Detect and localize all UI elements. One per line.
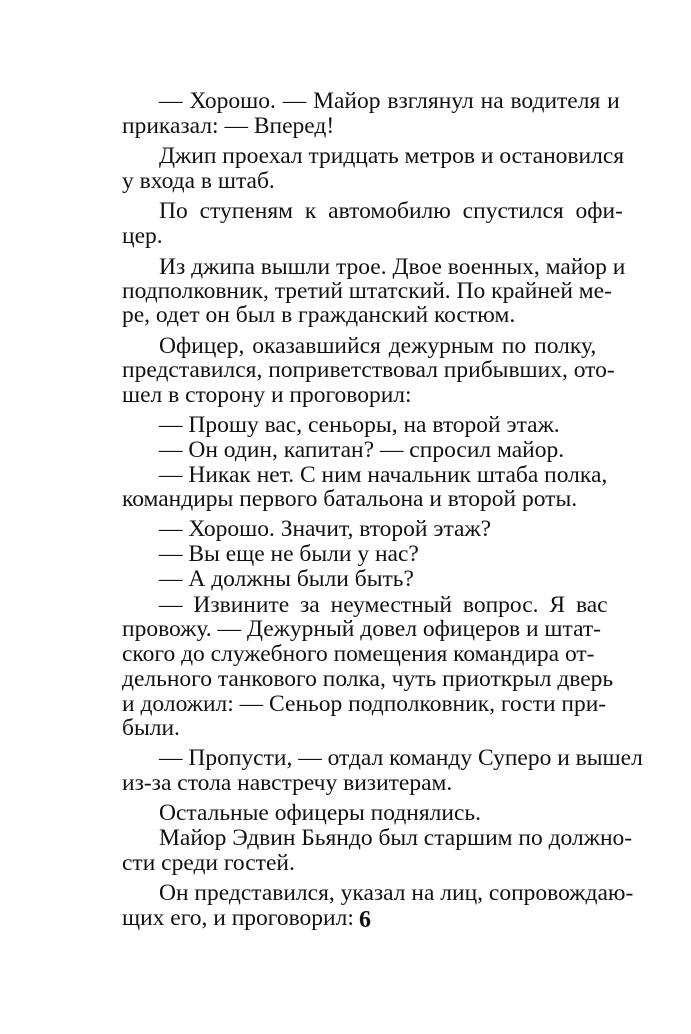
text-line: ре, одет он был в гражданский костюм. [122,302,516,328]
text-line: Майор Эдвин Бьяндо был старшим по должно- [159,825,633,851]
text-line: — Вы еще не были у нас? [159,541,419,567]
text-line: По ступеням к автомобилю спустился офи- [159,198,623,224]
text-line: из-за стола навстречу визитерам. [122,770,453,796]
text-line: — Извините за неуместный вопрос. Я вас [159,592,608,618]
text-line: Остальные офицеры поднялись. [159,800,482,826]
text-line: — Хорошо. — Майор взглянул на водителя и [159,88,620,114]
page-number: 6 [359,907,371,933]
text-line: дельного танкового полка, чуть приоткрыл дверь [122,666,614,692]
text-line: у входа в штаб. [122,168,275,194]
text-line: Джип проехал тридцать метров и остановился [159,143,625,169]
text-line: щих его, и проговорил: [122,905,354,931]
text-line: цер. [122,223,163,249]
text-line: Из джипа вышли трое. Двое военных, майор и [159,254,626,280]
text-line: были. [122,715,180,741]
text-line: сти среди гостей. [122,850,295,876]
text-line: — А должны были быть? [159,566,414,592]
text-line: — Прошу вас, сеньоры, на второй этаж. [159,412,560,438]
text-line: командиры первого батальона и второй роты. [122,486,578,512]
text-line: провожу. — Дежурный довел офицеров и штат- [122,616,601,642]
text-line: — Он один, капитан? — спросил майор. [159,437,565,463]
text-line: и доложил: — Сеньор подполковник, гости при- [122,691,607,717]
text-line: Офицер, оказавшийся дежурным по полку, [159,333,597,359]
text-line: — Никак нет. С ним начальник штаба полка, [159,462,608,488]
text-line: представился, поприветствовал прибывших, ото- [122,357,615,383]
text-line: — Хорошо. Значит, второй этаж? [159,516,492,542]
text-line: шел в сторону и проговорил: [122,382,412,408]
text-line: приказал: — Вперед! [122,113,335,139]
text-line: ского до служебного помещения командира от- [122,641,595,667]
text-line: подполковник, третий штатский. По крайней ме- [122,278,612,304]
text-line: Он представился, указал на лиц, сопровождаю- [159,880,634,906]
text-line: — Пропусти, — отдал команду Суперо и вышел [159,745,643,771]
